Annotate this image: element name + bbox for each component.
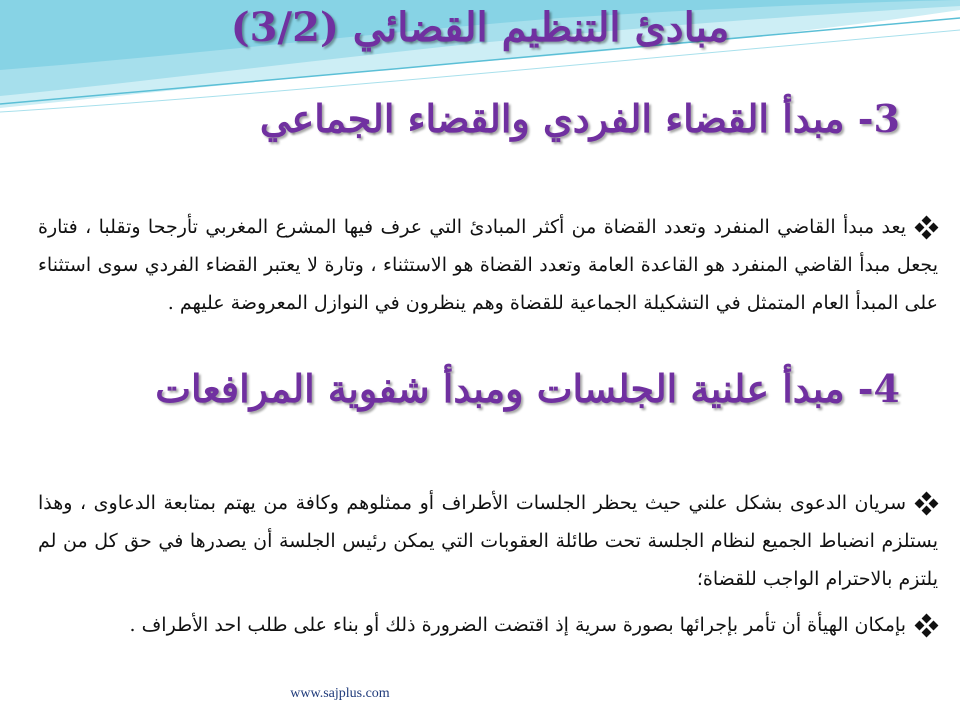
bullet-paragraph: [38, 208, 938, 322]
section-heading-public-hearings-oral-pleadings: 4- مبدأ علنية الجلسات ومبدأ شفوية المرافعات: [155, 366, 900, 411]
section-heading-single-collective-judiciary: 3- مبدأ القضاء الفردي والقضاء الجماعي: [259, 96, 900, 141]
footer-website-link[interactable]: www.sajplus.com: [290, 686, 390, 701]
bullet-paragraph: [38, 606, 938, 644]
four-diamond-bullet-icon: [916, 493, 938, 515]
bullet-paragraph: [38, 484, 938, 598]
paragraph-text: سريان الدعوى بشكل علني حيث يحظر الجلسات الأطراف أو ممثلوهم وكافة من يهتم بمتابعة الدعاوى ، وهذا يستلزم انضباط الجميع لنظام الجلسة تحت طائلة العقوبات التي يمكن رئيس الجلسة أن يصدرها في حق كل من لم يلتزم بالاحترام الواجب للقضاة؛: [38, 492, 938, 590]
four-diamond-bullet-icon: [916, 217, 938, 239]
slide-title: مبادئ التنظيم القضائي (3/2): [230, 4, 730, 51]
four-diamond-bullet-icon: [916, 615, 938, 637]
paragraph-text: بإمكان الهيأة أن تأمر بإجرائها بصورة سرية إذ اقتضت الضرورة ذلك أو بناء على طلب احد الأطراف .: [129, 614, 906, 636]
paragraph-text: يعد مبدأ القاضي المنفرد وتعدد القضاة من أكثر المبادئ التي عرف فيها المشرع المغربي تأرجحا وتقلبا ، فتارة يجعل مبدأ القاضي المنفرد هو القاعدة العامة وتعدد القضاة هو الاستثناء ، وتارة لا يعتبر القضاء الفردي سوى استثناء على المبدأ العام المتمثل في التشكيلة الجماعية للقضاة وهم ينظرون في النوازل المعروضة عليهم .: [38, 216, 938, 314]
